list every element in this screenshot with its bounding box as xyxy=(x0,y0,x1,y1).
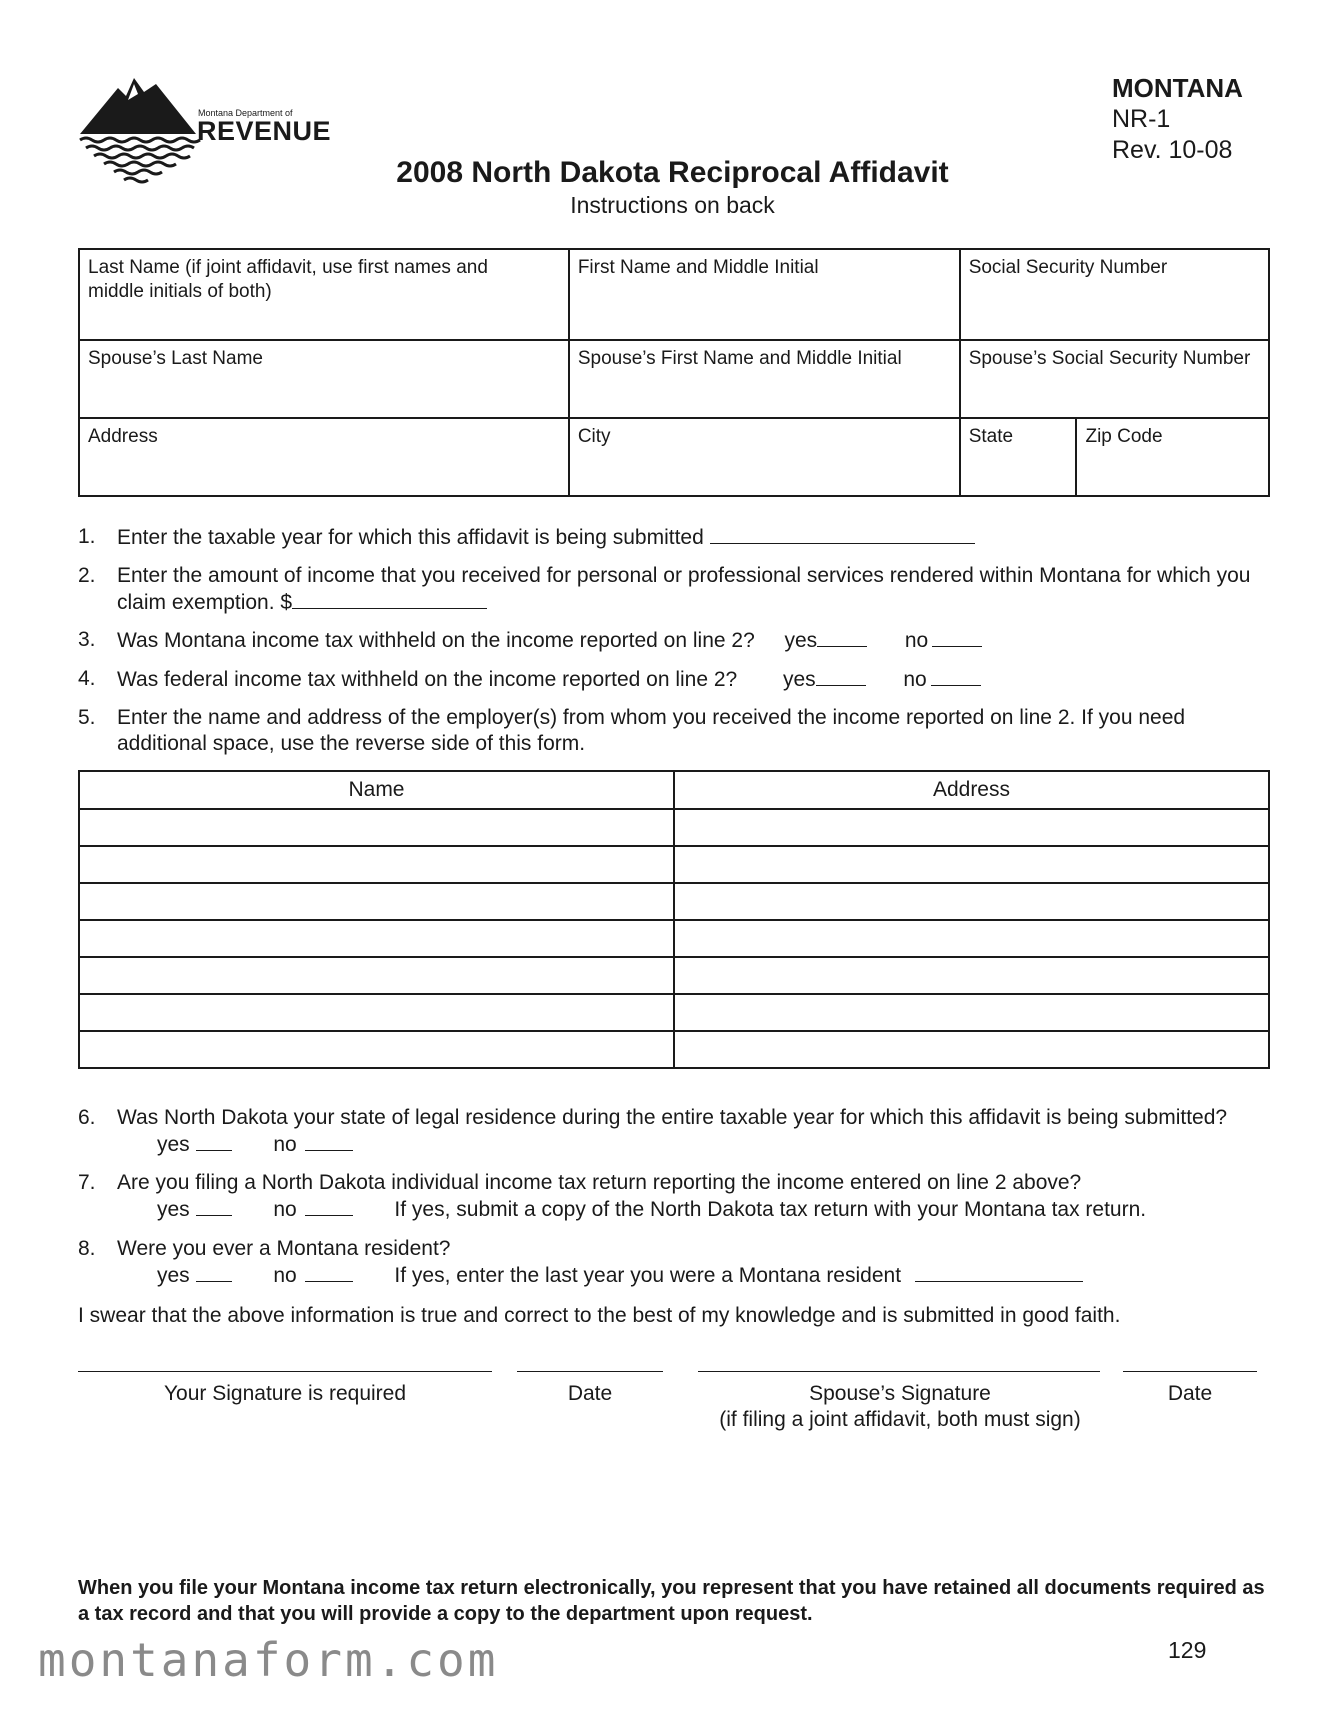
table-row xyxy=(79,920,1269,957)
employer-name-cell[interactable] xyxy=(79,994,674,1031)
question-text: Was Montana income tax withheld on the income reported on line 2? xyxy=(117,629,755,652)
table-row xyxy=(79,846,1269,883)
spouse-date-label: Date xyxy=(1167,1382,1213,1405)
spouse-signature-label xyxy=(680,1381,1120,1433)
no-label: no xyxy=(273,1133,297,1156)
state-label: MONTANA xyxy=(1112,73,1243,103)
income-amount-input[interactable] xyxy=(292,589,487,609)
no-label: no xyxy=(273,1264,297,1287)
zip-field[interactable] xyxy=(1076,418,1269,496)
employer-name-cell[interactable] xyxy=(79,920,674,957)
state-field-label: State xyxy=(968,426,1014,447)
question-number: 4. xyxy=(78,667,96,690)
state-field[interactable] xyxy=(960,418,1077,496)
last-name-label: Last Name (if joint affidavit, use first names and middle initials of both) xyxy=(88,257,488,302)
footer-notice: When you file your Montana income tax return electronically, you represent that you have retained all documents required as a tax record and that you will provide a copy to the department upon request. xyxy=(78,1577,1265,1625)
question-text: Are you filing a North Dakota individual income tax return reporting the income entered on line 2 above? xyxy=(117,1171,1082,1194)
question-text: Was federal income tax withheld on the income reported on line 2? xyxy=(117,668,738,691)
spouse-signature-line[interactable] xyxy=(698,1369,1100,1372)
employer-address-cell[interactable] xyxy=(674,1031,1269,1068)
table-row xyxy=(79,994,1269,1031)
yes-input[interactable] xyxy=(816,666,866,686)
question-note: If yes, enter the last year you were a Montana resident xyxy=(394,1264,902,1287)
yes-label: yes xyxy=(157,1133,190,1156)
employer-name-cell[interactable] xyxy=(79,809,674,846)
no-label: no xyxy=(904,629,929,652)
yes-input[interactable] xyxy=(196,1196,232,1216)
table-row xyxy=(79,809,1269,846)
address-label: Address xyxy=(88,426,158,447)
spouse-first-name-label: Spouse’s First Name and Middle Initial xyxy=(577,348,902,369)
mountain-logo-icon xyxy=(78,74,203,192)
no-input[interactable] xyxy=(305,1262,353,1282)
question-number: 1. xyxy=(78,525,96,548)
form-number: NR-1 xyxy=(1112,105,1171,133)
yes-label: yes xyxy=(784,629,818,652)
employer-name-cell[interactable] xyxy=(79,1031,674,1068)
yes-input[interactable] xyxy=(196,1262,232,1282)
employer-name-cell[interactable] xyxy=(79,846,674,883)
employer-table xyxy=(78,770,1270,1069)
question-7 xyxy=(78,1170,1278,1223)
employer-name-cell[interactable] xyxy=(79,883,674,920)
no-label: no xyxy=(273,1198,297,1221)
logo-department-text: Montana Department of xyxy=(198,108,293,118)
yes-label: yes xyxy=(157,1264,190,1287)
ssn-field[interactable] xyxy=(960,249,1269,340)
identification-grid xyxy=(78,248,1270,497)
employer-address-cell[interactable] xyxy=(674,809,1269,846)
page-title: 2008 North Dakota Reciprocal Affidavit xyxy=(396,156,949,189)
city-label: City xyxy=(577,426,611,447)
spouse-last-name-label: Spouse’s Last Name xyxy=(88,348,263,369)
first-name-label: First Name and Middle Initial xyxy=(577,257,819,278)
question-number: 6. xyxy=(78,1106,96,1129)
zip-label: Zip Code xyxy=(1085,426,1163,447)
page-subtitle: Instructions on back xyxy=(570,192,775,218)
spouse-last-name-field[interactable] xyxy=(79,340,569,418)
question-text: Enter the amount of income that you received for personal or professional services rendered within Montana for which you claim exemption. $ xyxy=(117,564,1251,614)
spouse-signature-note: (if filing a joint affidavit, both must sign) xyxy=(719,1408,1081,1431)
question-6 xyxy=(78,1105,1278,1158)
date-line[interactable] xyxy=(517,1369,663,1372)
employer-address-cell[interactable] xyxy=(674,957,1269,994)
question-2 xyxy=(78,563,1278,616)
question-text: Was North Dakota your state of legal residence during the entire taxable year for which this affidavit is being submitted? xyxy=(117,1106,1228,1129)
employer-address-cell[interactable] xyxy=(674,920,1269,957)
employer-address-cell[interactable] xyxy=(674,994,1269,1031)
no-label: no xyxy=(903,668,927,691)
question-text: Enter the name and address of the employer(s) from whom you received the income reported on line 2. If you need additional space, use the reverse side of this form. xyxy=(117,706,1186,755)
no-input[interactable] xyxy=(305,1131,353,1151)
employer-address-cell[interactable] xyxy=(674,846,1269,883)
your-signature-label: Your Signature is required xyxy=(163,1382,407,1405)
no-input[interactable] xyxy=(931,666,981,686)
question-text: Were you ever a Montana resident? xyxy=(117,1237,451,1260)
question-text: Enter the taxable year for which this affidavit is being submitted xyxy=(117,526,704,549)
question-number: 5. xyxy=(78,706,96,729)
yes-input[interactable] xyxy=(196,1131,232,1151)
taxable-year-input[interactable] xyxy=(710,524,975,544)
page-number: 129 xyxy=(1168,1637,1207,1663)
signature-line[interactable] xyxy=(78,1369,492,1372)
watermark: montanaform.com xyxy=(38,1633,499,1687)
spouse-date-line[interactable] xyxy=(1123,1369,1257,1372)
question-number: 3. xyxy=(78,628,96,651)
last-resident-year-input[interactable] xyxy=(915,1262,1083,1282)
employer-address-cell[interactable] xyxy=(674,883,1269,920)
yes-label: yes xyxy=(782,668,816,691)
question-1 xyxy=(78,524,1278,551)
question-4 xyxy=(78,666,1278,693)
table-row xyxy=(79,957,1269,994)
table-row xyxy=(79,1031,1269,1068)
question-number: 7. xyxy=(78,1171,96,1194)
spouse-ssn-label: Spouse’s Social Security Number xyxy=(968,348,1251,369)
employer-name-header: Name xyxy=(79,771,674,809)
question-note: If yes, submit a copy of the North Dakota tax return with your Montana tax return. xyxy=(394,1198,1147,1221)
ssn-label: Social Security Number xyxy=(968,257,1168,278)
first-name-field[interactable] xyxy=(569,249,960,340)
table-row xyxy=(79,883,1269,920)
logo-revenue-text: REVENUE xyxy=(197,116,332,146)
question-3 xyxy=(78,627,1278,654)
no-input[interactable] xyxy=(932,627,982,647)
address-field[interactable] xyxy=(79,418,569,496)
spouse-ssn-field[interactable] xyxy=(960,340,1269,418)
employer-address-header: Address xyxy=(674,771,1269,809)
revenue-logo xyxy=(78,74,332,192)
oath-statement xyxy=(78,1303,1278,1329)
question-5 xyxy=(78,705,1278,757)
employer-name-cell[interactable] xyxy=(79,957,674,994)
spouse-signature-text: Spouse’s Signature xyxy=(809,1382,991,1405)
question-number: 8. xyxy=(78,1237,96,1260)
question-number: 2. xyxy=(78,564,96,587)
no-input[interactable] xyxy=(305,1196,353,1216)
oath-text: I swear that the above information is true and correct to the best of my knowledge and is submitted in good faith. xyxy=(78,1304,1121,1327)
spouse-first-name-field[interactable] xyxy=(569,340,960,418)
yes-input[interactable] xyxy=(817,627,867,647)
question-8 xyxy=(78,1236,1278,1289)
yes-label: yes xyxy=(157,1198,190,1221)
city-field[interactable] xyxy=(569,418,960,496)
last-name-field[interactable] xyxy=(79,249,569,340)
date-label: Date xyxy=(567,1382,613,1405)
revision-date: Rev. 10-08 xyxy=(1112,136,1233,164)
